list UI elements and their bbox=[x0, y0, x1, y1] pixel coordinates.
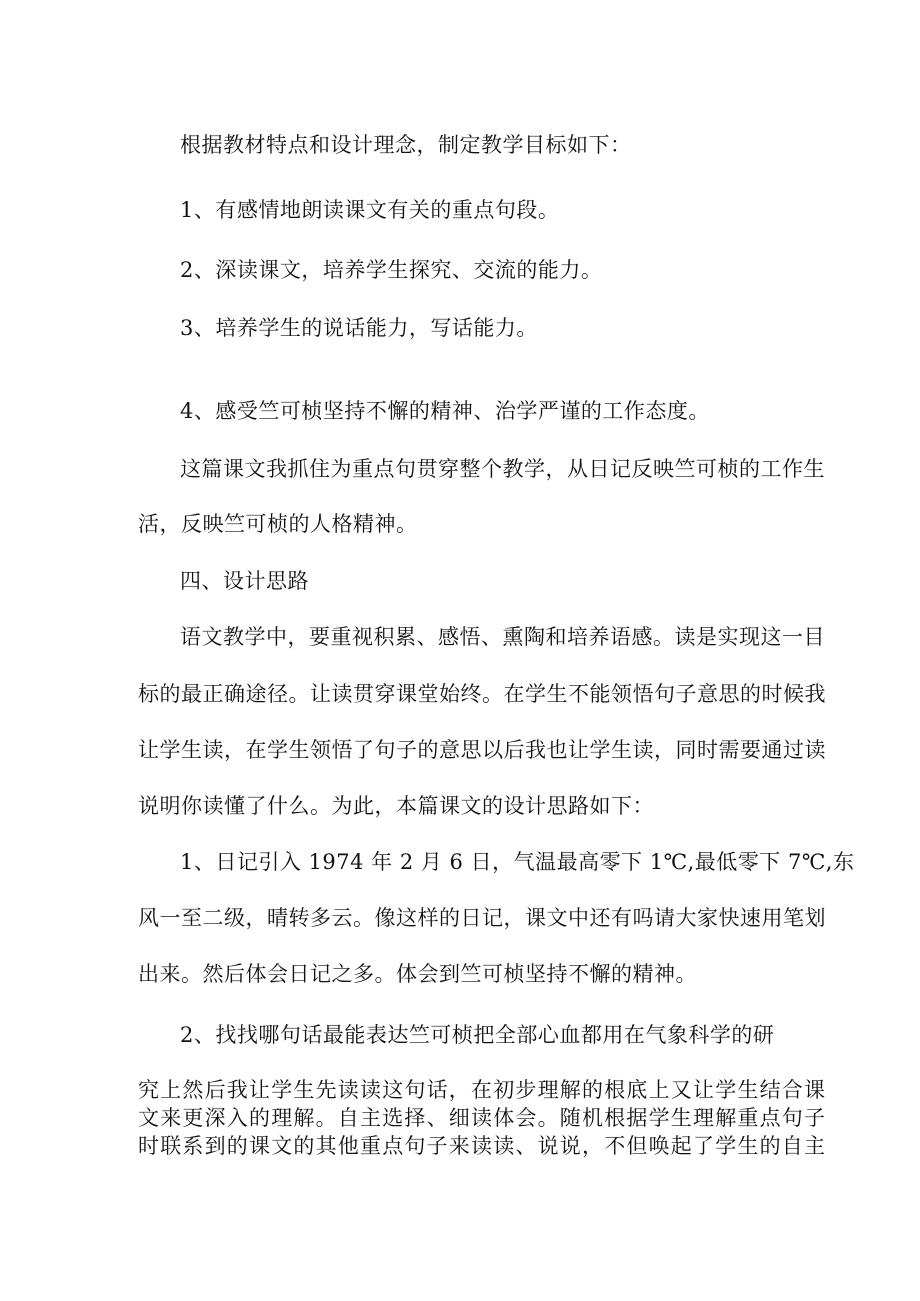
body-line: 标的最正确途径。让读贯穿课堂始终。在学生不能领悟句子意思的时候我 bbox=[138, 682, 826, 706]
body-line: 1、日记引入 1974 年 2 月 6 日，气温最高零下 1℃,最低零下 7℃,东 bbox=[180, 850, 855, 874]
summary-line-2: 活，反映竺可桢的人格精神。 bbox=[138, 512, 418, 536]
body-line: 时联系到的课文的其他重点句子来读读、说说，不但唤起了学生的自主 bbox=[138, 1134, 827, 1158]
summary-line-1: 这篇课文我抓住为重点句贯穿整个教学，从日记反映竺可桢的工作生 bbox=[180, 457, 825, 481]
body-line: 语文教学中，要重视积累、感悟、熏陶和培养语感。读是实现这一目 bbox=[180, 625, 825, 649]
body-line: 2、找找哪句话最能表达竺可桢把全部心血都用在气象科学的研 bbox=[180, 1023, 775, 1047]
body-line: 文来更深入的理解。自主选择、细读体会。随机根据学生理解重点句子 bbox=[138, 1106, 827, 1130]
goal-item-2: 2、深读课文，培养学生探究、交流的能力。 bbox=[180, 258, 603, 282]
goal-item-1: 1、有感情地朗读课文有关的重点句段。 bbox=[180, 198, 560, 222]
goal-item-4: 4、感受竺可桢坚持不懈的精神、治学严谨的工作态度。 bbox=[180, 399, 710, 423]
intro-paragraph: 根据教材特点和设计理念，制定教学目标如下： bbox=[180, 133, 632, 157]
body-line: 出来。然后体会日记之多。体会到竺可桢坚持不懈的精神。 bbox=[138, 962, 697, 986]
body-line: 究上然后我让学生先读读这句话，在初步理解的根底上又让学生结合课 bbox=[138, 1078, 827, 1102]
goal-item-3: 3、培养学生的说话能力，写话能力。 bbox=[180, 316, 538, 340]
body-line: 风一至二级，晴转多云。像这样的日记，课文中还有吗请大家快速用笔划 bbox=[138, 906, 826, 930]
body-line: 说明你读懂了什么。为此，本篇课文的设计思路如下： bbox=[138, 794, 654, 818]
section-heading: 四、设计思路 bbox=[180, 569, 309, 593]
body-line: 让学生读，在学生领悟了句子的意思以后我也让学生读，同时需要通过读 bbox=[138, 738, 826, 762]
